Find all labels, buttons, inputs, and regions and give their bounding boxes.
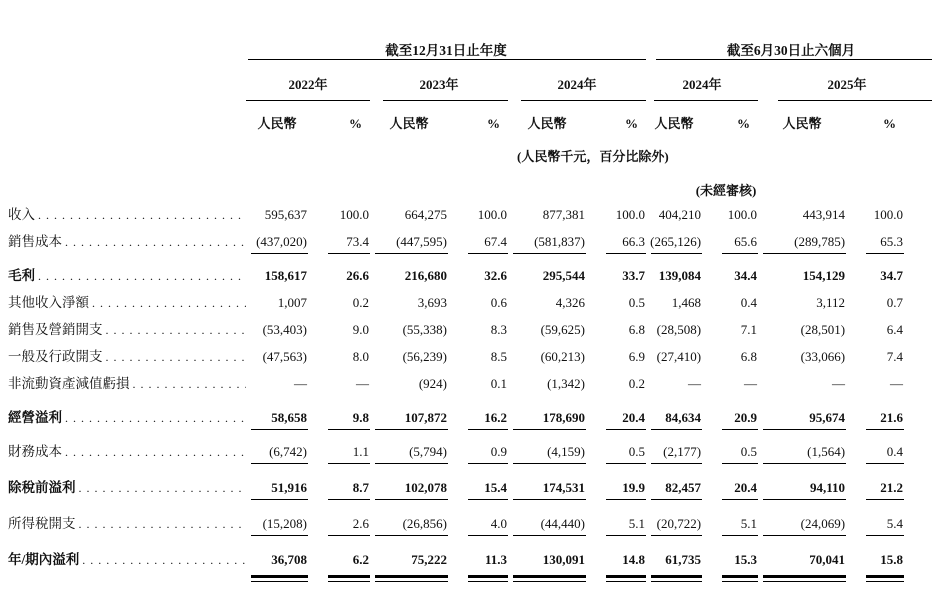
cell-pct: 0.2: [628, 376, 646, 391]
row-label: 銷售成本: [8, 234, 62, 249]
table-row-impairment-loss: [0, 369, 936, 396]
cell-rmb: (6,742): [246, 430, 308, 464]
table-row-finance-costs: [0, 430, 936, 464]
dot-leader: [65, 410, 246, 426]
cell-pct: 34.7: [880, 268, 904, 283]
cell-pct: 67.4: [448, 227, 508, 254]
cell-rmb: (55,338): [402, 322, 447, 337]
cell-pct: 65.3: [846, 227, 904, 254]
cell-pct: 5.4: [846, 500, 904, 536]
dot-leader: [92, 295, 246, 311]
dot-leader: [79, 516, 247, 532]
cell-pct: 8.3: [490, 322, 507, 337]
row-label: 所得稅開支: [8, 516, 76, 531]
row-label: 一般及行政開支: [8, 349, 103, 364]
unaudited-note-row: [0, 166, 936, 200]
rmb-header: 人民幣: [782, 116, 822, 131]
pct-header: %: [737, 116, 751, 131]
cell-rmb: (56,239): [402, 349, 447, 364]
unaudited-note: (未經審核): [695, 183, 757, 198]
cell-pct: 21.2: [846, 464, 904, 500]
cell-pct: 0.4: [846, 430, 904, 464]
subheader-row: [0, 101, 936, 134]
cell-pct: 5.1: [702, 500, 758, 536]
cell-rmb: (59,625): [540, 322, 585, 337]
cell-pct: 6.8: [628, 322, 646, 337]
page: [0, 26, 936, 594]
cell-rmb: (924): [418, 376, 447, 391]
cell-pct: 6.9: [628, 349, 646, 364]
year-header-2023: 2023年: [370, 60, 508, 101]
cell-rmb: 3,112: [816, 295, 846, 310]
row-label: 非流動資產減值虧損: [8, 376, 130, 391]
cell-pct: 100.0: [727, 207, 758, 222]
cell-rmb: (44,440): [508, 500, 586, 536]
table-row-gross-profit: [0, 254, 936, 288]
cell-rmb: (28,501): [800, 322, 846, 337]
table-row-profit-for-period: [0, 536, 936, 572]
dot-leader: [106, 349, 247, 365]
cell-pct: —: [744, 376, 758, 391]
cell-rmb: (24,069): [758, 500, 846, 536]
cell-rmb: —: [294, 376, 307, 391]
col-group-annual: 截至12月31日止年度: [246, 26, 646, 60]
cell-rmb: 295,544: [542, 268, 585, 283]
cell-rmb: 95,674: [758, 396, 846, 430]
cell-pct: 0.7: [886, 295, 904, 310]
cell-pct: —: [356, 376, 369, 391]
cell-rmb: (437,020): [246, 227, 308, 254]
cell-pct: 2.6: [308, 500, 370, 536]
dot-leader: [38, 207, 246, 223]
cell-pct: 26.6: [346, 268, 369, 283]
table-row-other-income: [0, 288, 936, 315]
unit-note-row: [0, 134, 936, 166]
dot-leader: [133, 376, 247, 392]
cell-pct: 4.0: [448, 500, 508, 536]
cell-pct: 0.2: [352, 295, 369, 310]
cell-pct: 0.6: [490, 295, 507, 310]
cell-pct: 9.0: [352, 322, 369, 337]
table-row-revenue: [0, 200, 936, 227]
cell-pct: 0.4: [740, 295, 758, 310]
group-header-row: [0, 26, 936, 60]
cell-pct: 20.9: [702, 396, 758, 430]
cell-pct: 8.7: [308, 464, 370, 500]
cell-pct: 9.8: [308, 396, 370, 430]
cell-pct: 11.3: [448, 536, 508, 572]
cell-pct: 7.4: [886, 349, 904, 364]
cell-rmb: (28,508): [656, 322, 702, 337]
year-header-2022: 2022年: [246, 60, 370, 101]
cell-pct: 20.4: [702, 464, 758, 500]
row-label: 其他收入淨額: [8, 295, 89, 310]
cell-rmb: 84,634: [646, 396, 702, 430]
rmb-header: 人民幣: [654, 116, 694, 131]
cell-rmb: 404,210: [658, 207, 702, 222]
rmb-header: 人民幣: [389, 116, 429, 131]
row-label: 收入: [8, 207, 35, 222]
cell-rmb: 595,637: [264, 207, 307, 222]
cell-rmb: (15,208): [246, 500, 308, 536]
dot-leader: [82, 552, 246, 568]
dot-leader: [79, 480, 247, 496]
row-label: 銷售及營銷開支: [8, 322, 103, 337]
cell-pct: 8.0: [352, 349, 369, 364]
cell-pct: —: [890, 376, 904, 391]
cell-rmb: 58,658: [246, 396, 308, 430]
cell-pct: 100.0: [339, 207, 369, 222]
col-group-interim: 截至6月30日止六個月: [646, 26, 936, 60]
cell-rmb: 102,078: [370, 464, 448, 500]
cell-pct: 16.2: [448, 396, 508, 430]
cell-rmb: 82,457: [646, 464, 702, 500]
cell-rmb: (581,837): [508, 227, 586, 254]
cell-pct: 21.6: [846, 396, 904, 430]
year-header-interim-2025: 2025年: [758, 60, 936, 101]
cell-rmb: (265,126): [646, 227, 702, 254]
cell-rmb: —: [688, 376, 702, 391]
cell-pct: 5.1: [586, 500, 646, 536]
cell-rmb: (4,159): [508, 430, 586, 464]
cell-rmb: 51,916: [246, 464, 308, 500]
cell-pct: 15.8: [846, 536, 904, 572]
pct-header: %: [883, 116, 897, 131]
cell-rmb: 1,007: [277, 295, 307, 310]
cell-rmb: 174,531: [508, 464, 586, 500]
cell-pct: 32.6: [484, 268, 507, 283]
cell-pct: 34.4: [734, 268, 758, 283]
dot-leader: [38, 268, 246, 284]
financial-table: [0, 26, 936, 572]
cell-rmb: —: [832, 376, 846, 391]
cell-rmb: 107,872: [370, 396, 448, 430]
cell-rmb: 178,690: [508, 396, 586, 430]
cell-rmb: 94,110: [758, 464, 846, 500]
cell-pct: 6.2: [308, 536, 370, 572]
cell-pct: 0.5: [628, 295, 646, 310]
cell-pct: 33.7: [622, 268, 646, 283]
cell-rmb: (289,785): [758, 227, 846, 254]
dot-leader: [106, 322, 247, 338]
cell-pct: 6.4: [886, 322, 904, 337]
cell-pct: 100.0: [873, 207, 904, 222]
cell-rmb: (53,403): [262, 322, 307, 337]
cell-rmb: (26,856): [370, 500, 448, 536]
row-label: 除稅前溢利: [8, 480, 76, 495]
cell-rmb: (5,794): [370, 430, 448, 464]
table-row-operating-profit: [0, 396, 936, 430]
cell-rmb: (1,564): [758, 430, 846, 464]
table-row-admin-expenses: [0, 342, 936, 369]
pct-header: %: [487, 116, 500, 131]
year-header-2024: 2024年: [508, 60, 646, 101]
cell-rmb: (47,563): [262, 349, 307, 364]
row-label: 財務成本: [8, 444, 62, 459]
cell-pct: 100.0: [477, 207, 507, 222]
cell-pct: 65.6: [702, 227, 758, 254]
cell-rmb: 4,326: [555, 295, 585, 310]
cell-rmb: 877,381: [542, 207, 585, 222]
pct-header: %: [349, 116, 362, 131]
cell-pct: 73.4: [308, 227, 370, 254]
cell-pct: 0.5: [586, 430, 646, 464]
cell-rmb: 36,708: [246, 536, 308, 572]
rmb-header: 人民幣: [257, 116, 297, 131]
cell-pct: 6.8: [740, 349, 758, 364]
cell-rmb: 158,617: [264, 268, 307, 283]
year-header-interim-2024: 2024年: [646, 60, 758, 101]
pct-header: %: [625, 116, 639, 131]
cell-rmb: 216,680: [404, 268, 447, 283]
cell-rmb: 70,041: [758, 536, 846, 572]
cell-rmb: 1,468: [671, 295, 702, 310]
cell-rmb: 664,275: [404, 207, 447, 222]
rmb-header: 人民幣: [527, 116, 567, 131]
cell-rmb: 75,222: [370, 536, 448, 572]
cell-rmb: 139,084: [658, 268, 702, 283]
cell-pct: 15.3: [702, 536, 758, 572]
cell-pct: 0.5: [702, 430, 758, 464]
row-label: 經營溢利: [8, 410, 62, 425]
cell-pct: 100.0: [615, 207, 646, 222]
table-row-income-tax: [0, 500, 936, 536]
dot-leader: [65, 234, 246, 250]
cell-rmb: (447,595): [370, 227, 448, 254]
cell-rmb: 443,914: [802, 207, 846, 222]
cell-pct: 19.9: [586, 464, 646, 500]
row-label: 毛利: [8, 268, 35, 283]
cell-rmb: (60,213): [540, 349, 585, 364]
cell-pct: 0.1: [490, 376, 507, 391]
year-header-row: [0, 60, 936, 101]
cell-pct: 7.1: [740, 322, 758, 337]
dot-leader: [65, 444, 246, 460]
cell-pct: 0.9: [448, 430, 508, 464]
cell-rmb: 3,693: [417, 295, 447, 310]
cell-rmb: 130,091: [508, 536, 586, 572]
cell-pct: 14.8: [586, 536, 646, 572]
cell-rmb: 61,735: [646, 536, 702, 572]
cell-rmb: (2,177): [646, 430, 702, 464]
cell-rmb: (20,722): [646, 500, 702, 536]
cell-rmb: 154,129: [802, 268, 846, 283]
cell-pct: 20.4: [586, 396, 646, 430]
table-row-profit-before-tax: [0, 464, 936, 500]
cell-pct: 8.5: [490, 349, 507, 364]
cell-rmb: (27,410): [656, 349, 702, 364]
cell-pct: 1.1: [308, 430, 370, 464]
unit-note: (人民幣千元，百分比除外): [517, 149, 669, 164]
cell-pct: 15.4: [448, 464, 508, 500]
cell-pct: 66.3: [586, 227, 646, 254]
table-row-selling-expenses: [0, 315, 936, 342]
cell-rmb: (1,342): [547, 376, 585, 391]
cell-rmb: (33,066): [800, 349, 846, 364]
row-label: 年/期內溢利: [8, 552, 80, 567]
table-row-cost-of-sales: [0, 227, 936, 254]
